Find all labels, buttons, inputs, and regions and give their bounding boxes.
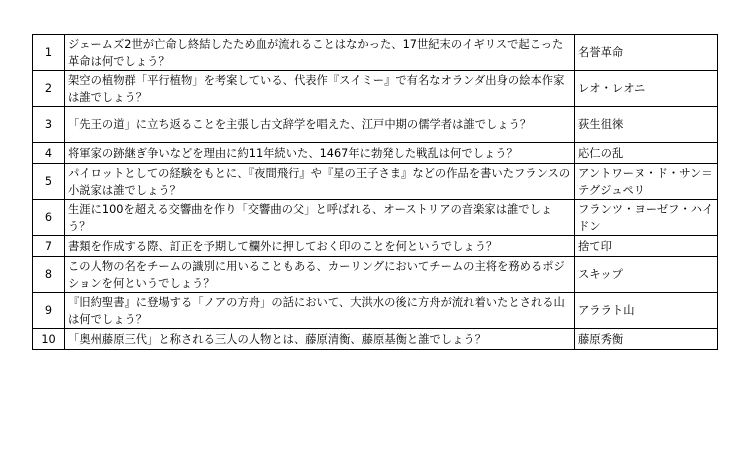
table-row: [33, 257, 718, 293]
question-number: 1: [33, 35, 65, 71]
question-number: 10: [33, 329, 65, 350]
answer-text: 応仁の乱: [575, 143, 718, 164]
question-number: 7: [33, 236, 65, 257]
question-text: 生涯に100を超える交響曲を作り「交響曲の父」と呼ばれる、オーストリアの音楽家は誰でしょう？: [65, 200, 575, 236]
question-text: ジェームズ2世が亡命し終結したため血が流れることはなかった、17世紀末のイギリスで起こった革命は何でしょう？: [65, 35, 575, 71]
answer-text: 捨て印: [575, 236, 718, 257]
quiz-table: [32, 34, 718, 350]
answer-text: アララト山: [575, 293, 718, 329]
answer-text: レオ・レオニ: [575, 71, 718, 107]
table-row: [33, 143, 718, 164]
answer-text: 藤原秀衡: [575, 329, 718, 350]
question-text: 「先王の道」に立ち返ることを主張し古文辞学を唱えた、江戸中期の儒学者は誰でしょう？: [65, 107, 575, 143]
question-text: 架空の植物群「平行植物」を考案している、代表作『スイミー』で有名なオランダ出身の絵本作家は誰でしょう？: [65, 71, 575, 107]
question-text: 「奥州藤原三代」と称される三人の人物とは、藤原清衡、藤原基衡と誰でしょう？: [65, 329, 575, 350]
answer-text: フランツ・ヨーゼフ・ハイドン: [575, 200, 718, 236]
question-number: 5: [33, 164, 65, 200]
answer-text: 荻生徂徠: [575, 107, 718, 143]
question-text: パイロットとしての経験をもとに、『夜間飛行』や『星の王子さま』などの作品を書いたフランスの小説家は誰でしょう？: [65, 164, 575, 200]
table-row: [33, 71, 718, 107]
table-row: [33, 200, 718, 236]
table-row: [33, 35, 718, 71]
quiz-sheet: [32, 34, 718, 350]
question-number: 6: [33, 200, 65, 236]
question-text: 書類を作成する際、訂正を予期して欄外に押しておく印のことを何というでしょう？: [65, 236, 575, 257]
question-number: 8: [33, 257, 65, 293]
answer-text: スキップ: [575, 257, 718, 293]
table-row: [33, 107, 718, 143]
answer-text: 名誉革命: [575, 35, 718, 71]
table-row: [33, 329, 718, 350]
question-text: この人物の名をチームの識別に用いることもある、カーリングにおいてチームの主将を務めるポジションを何というでしょう？: [65, 257, 575, 293]
table-row: [33, 293, 718, 329]
question-number: 3: [33, 107, 65, 143]
question-number: 4: [33, 143, 65, 164]
question-number: 9: [33, 293, 65, 329]
question-number: 2: [33, 71, 65, 107]
question-text: 将軍家の跡継ぎ争いなどを理由に約11年続いた、1467年に勃発した戦乱は何でしょう？: [65, 143, 575, 164]
table-row: [33, 164, 718, 200]
answer-text: アントワーヌ・ド・サン＝テグジュペリ: [575, 164, 718, 200]
table-row: [33, 236, 718, 257]
question-text: 『旧約聖書』に登場する「ノアの方舟」の話において、大洪水の後に方舟が流れ着いたとされる山は何でしょう？: [65, 293, 575, 329]
